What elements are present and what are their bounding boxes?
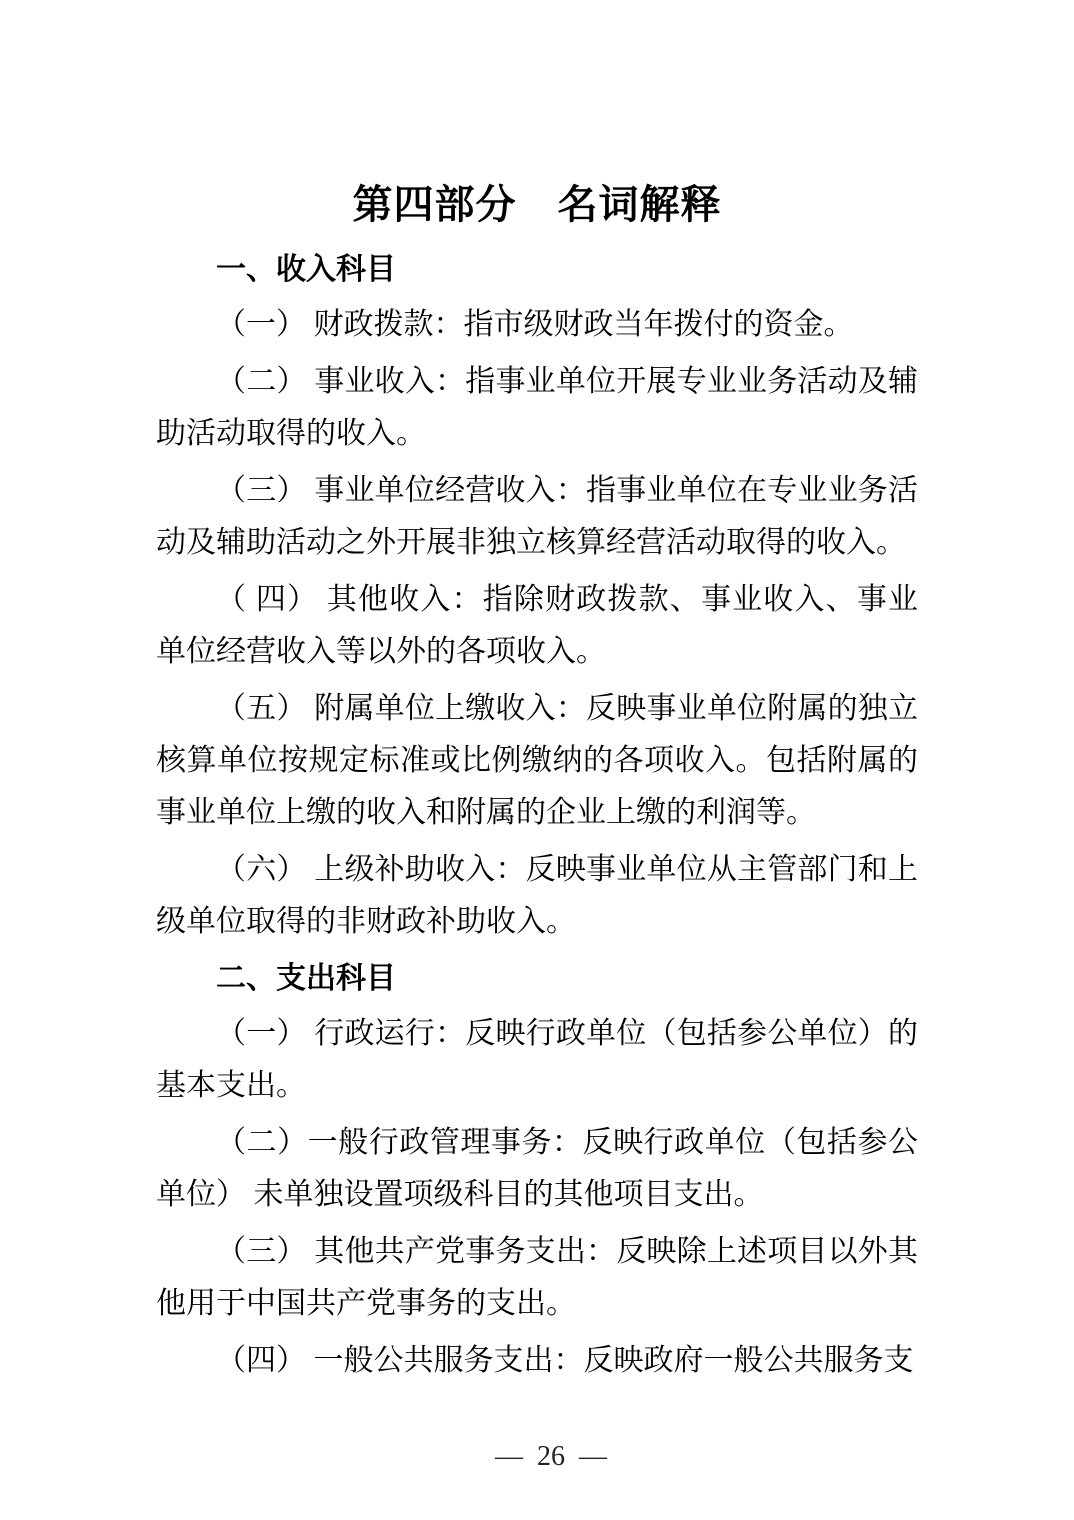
definition-paragraph: （二） 事业收入：指事业单位开展专业业务活动及辅助活动取得的收入。 <box>156 365 918 450</box>
definition-paragraph: （一） 行政运行：反映行政单位（包括参公单位）的基本支出。 <box>156 1017 918 1102</box>
section-heading: 二、支出科目 <box>216 962 396 995</box>
definition-paragraph: （三） 其他共产党事务支出：反映除上述项目以外其他用于中国共产党事务的支出。 <box>156 1235 918 1320</box>
page-title: 第四部分 名词解释 <box>352 182 722 227</box>
page-footer <box>0 1406 1074 1508</box>
definition-paragraph: （三） 事业单位经营收入：指事业单位在专业业务活动及辅助活动之外开展非独立核算经营活动取得的收入。 <box>156 474 918 559</box>
section-heading: 一、收入科目 <box>216 253 396 286</box>
definition-paragraph: （五） 附属单位上缴收入：反映事业单位附属的独立核算单位按规定标准或比例缴纳的各项收入。包括附属的事业单位上缴的收入和附属的企业上缴的利润等。 <box>156 692 918 829</box>
document-body <box>156 244 918 1392</box>
definition-paragraph: （ 四） 其他收入：指除财政拨款、事业收入、事业单位经营收入等以外的各项收入。 <box>156 583 918 668</box>
definition-paragraph: （四） 一般公共服务支出：反映政府一般公共服务支 <box>216 1344 914 1377</box>
page-number: — 26 — <box>495 1441 607 1472</box>
definition-paragraph: （六） 上级补助收入：反映事业单位从主管部门和上级单位取得的非财政补助收入。 <box>156 853 918 938</box>
definition-paragraph: （一） 财政拨款：指市级财政当年拨付的资金。 <box>216 308 854 341</box>
definition-paragraph: （二）一般行政管理事务：反映行政单位（包括参公单位） 未单独设置项级科目的其他项目支出。 <box>156 1126 918 1211</box>
